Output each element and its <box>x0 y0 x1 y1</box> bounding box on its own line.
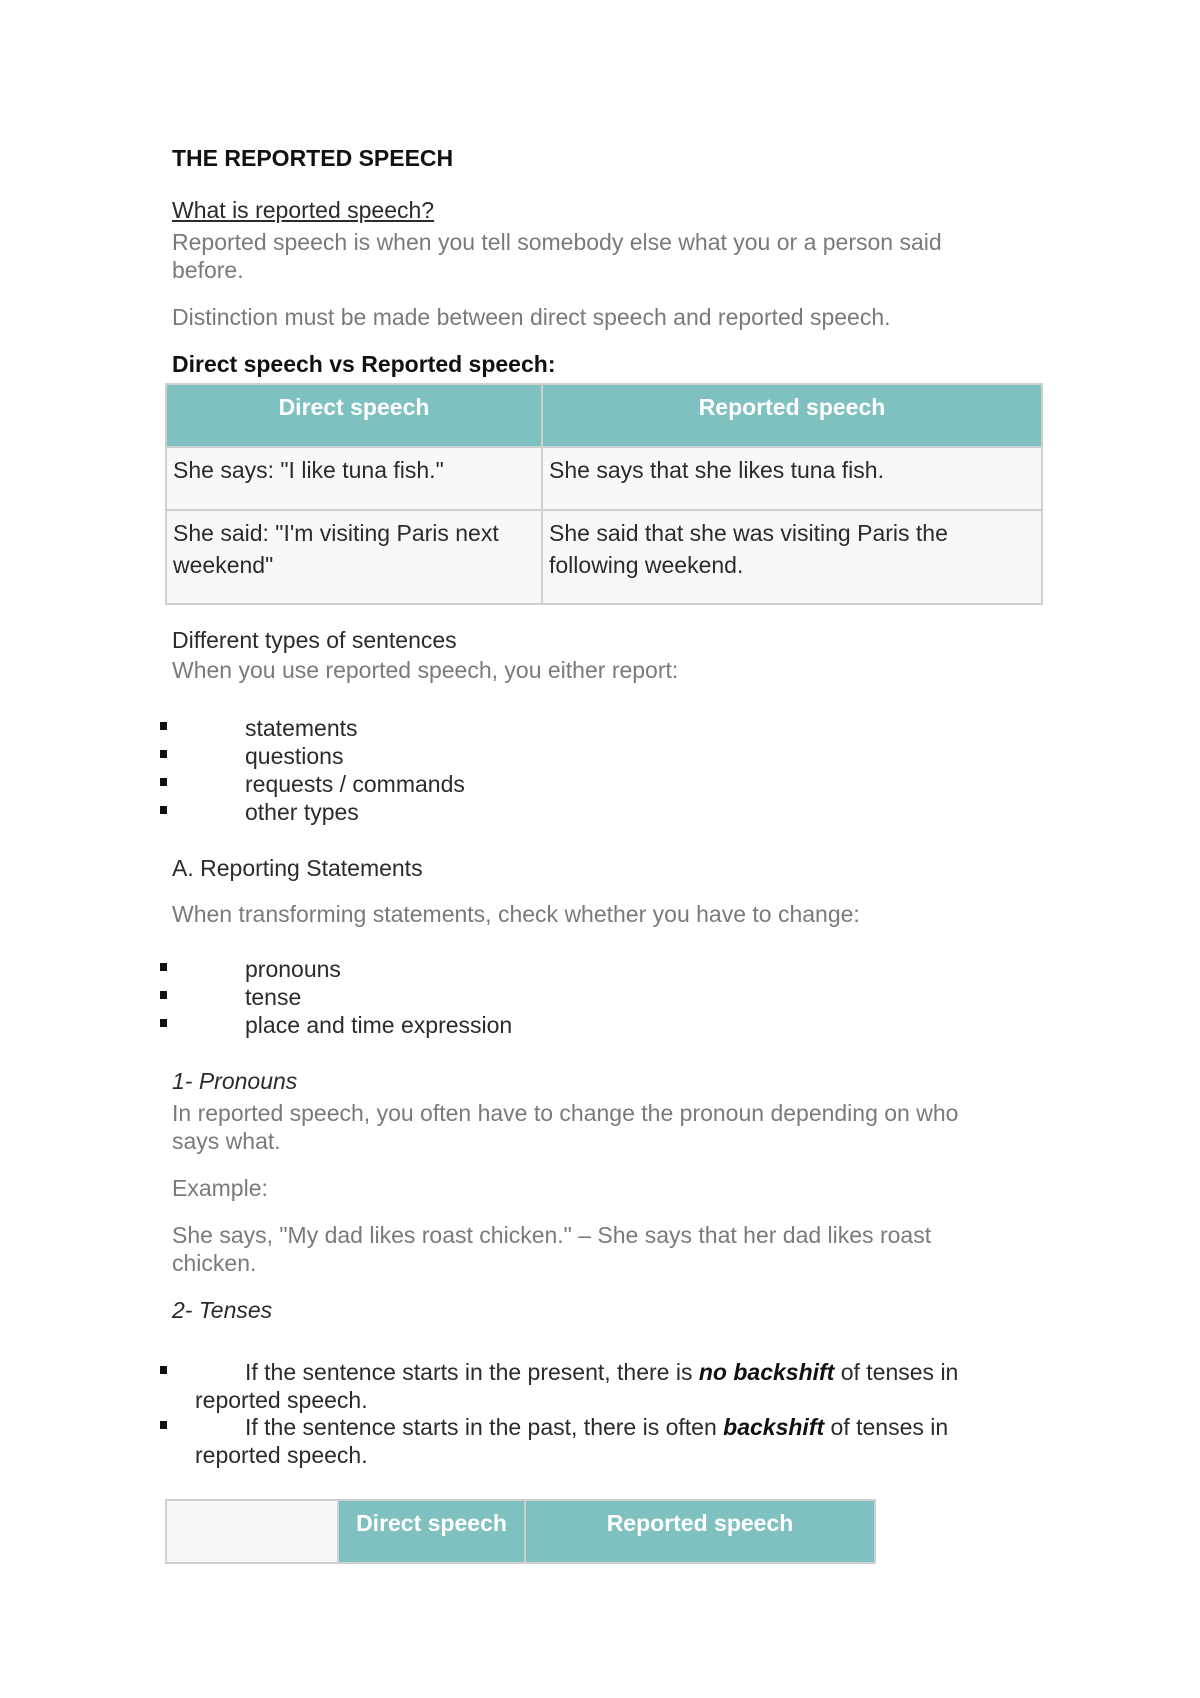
list-item: requests / commands <box>245 771 465 797</box>
header-direct-speech: Direct speech <box>166 384 542 447</box>
table-cell: She says that she likes tuna fish. <box>542 447 1042 510</box>
tense-rule-1-pre: If the sentence starts in the present, there is <box>245 1359 699 1385</box>
types-heading: Different types of sentences <box>172 627 457 653</box>
header-reported-speech: Reported speech <box>542 384 1042 447</box>
tense-rule-2 <box>245 1413 948 1441</box>
list-item: questions <box>245 743 344 769</box>
tense-rule-1 <box>245 1358 958 1386</box>
bullet-icon <box>160 806 167 814</box>
list-item: tense <box>245 984 302 1010</box>
tense-table <box>165 1499 876 1564</box>
intro-question: What is reported speech? <box>172 197 435 223</box>
table-header-row <box>166 384 1042 447</box>
bullet-icon <box>160 963 167 971</box>
table-cell: She said that she was visiting Paris the following weekend. <box>542 510 1042 604</box>
section-a-lead: When transforming statements, check whether you have to change: <box>172 901 860 927</box>
tense-rule-2-emphasis: backshift <box>723 1414 825 1440</box>
tenses-heading: 2- Tenses <box>172 1297 273 1323</box>
tense-rule-1-line2: reported speech. <box>195 1387 368 1413</box>
table-row <box>166 510 1042 604</box>
comparison-table <box>165 383 1043 605</box>
list-item: place and time expression <box>245 1012 513 1038</box>
bullet-icon <box>160 991 167 999</box>
table-cell: She says: "I like tuna fish." <box>166 447 542 510</box>
header-reported-speech: Reported speech <box>525 1500 875 1563</box>
example-line2: chicken. <box>172 1250 257 1276</box>
intro-definition-line2: before. <box>172 257 244 283</box>
types-lead: When you use reported speech, you either report: <box>172 657 679 683</box>
table1-caption: Direct speech vs Reported speech: <box>172 351 556 377</box>
table-header-row <box>166 1500 875 1563</box>
tense-rule-2-post: of tenses in <box>824 1414 949 1440</box>
bullet-icon <box>160 1366 167 1374</box>
tense-rule-1-emphasis: no backshift <box>698 1359 835 1385</box>
intro-definition-line1: Reported speech is when you tell somebody else what you or a person said <box>172 229 942 255</box>
table-row <box>166 447 1042 510</box>
table-cell: She said: "I'm visiting Paris next weekend" <box>166 510 542 604</box>
list-item: statements <box>245 715 358 741</box>
header-blank-cell <box>166 1500 338 1563</box>
bullet-icon <box>160 750 167 758</box>
example-line1: She says, "My dad likes roast chicken." – She says that her dad likes roast <box>172 1222 932 1248</box>
example-label: Example: <box>172 1175 268 1201</box>
bullet-icon <box>160 1421 167 1429</box>
header-direct-speech: Direct speech <box>338 1500 525 1563</box>
pronouns-line2: says what. <box>172 1128 281 1154</box>
page-title: THE REPORTED SPEECH <box>172 145 454 171</box>
pronouns-heading: 1- Pronouns <box>172 1068 298 1094</box>
bullet-icon <box>160 778 167 786</box>
bullet-icon <box>160 722 167 730</box>
tense-rule-1-post: of tenses in <box>834 1359 959 1385</box>
section-a-heading: A. Reporting Statements <box>172 855 423 881</box>
intro-distinction: Distinction must be made between direct speech and reported speech. <box>172 304 891 330</box>
list-item: pronouns <box>245 956 341 982</box>
tense-rule-2-pre: If the sentence starts in the past, there is often <box>245 1414 724 1440</box>
bullet-icon <box>160 1019 167 1027</box>
tense-rule-2-line2: reported speech. <box>195 1442 368 1468</box>
list-item: other types <box>245 799 359 825</box>
pronouns-line1: In reported speech, you often have to change the pronoun depending on who <box>172 1100 959 1126</box>
